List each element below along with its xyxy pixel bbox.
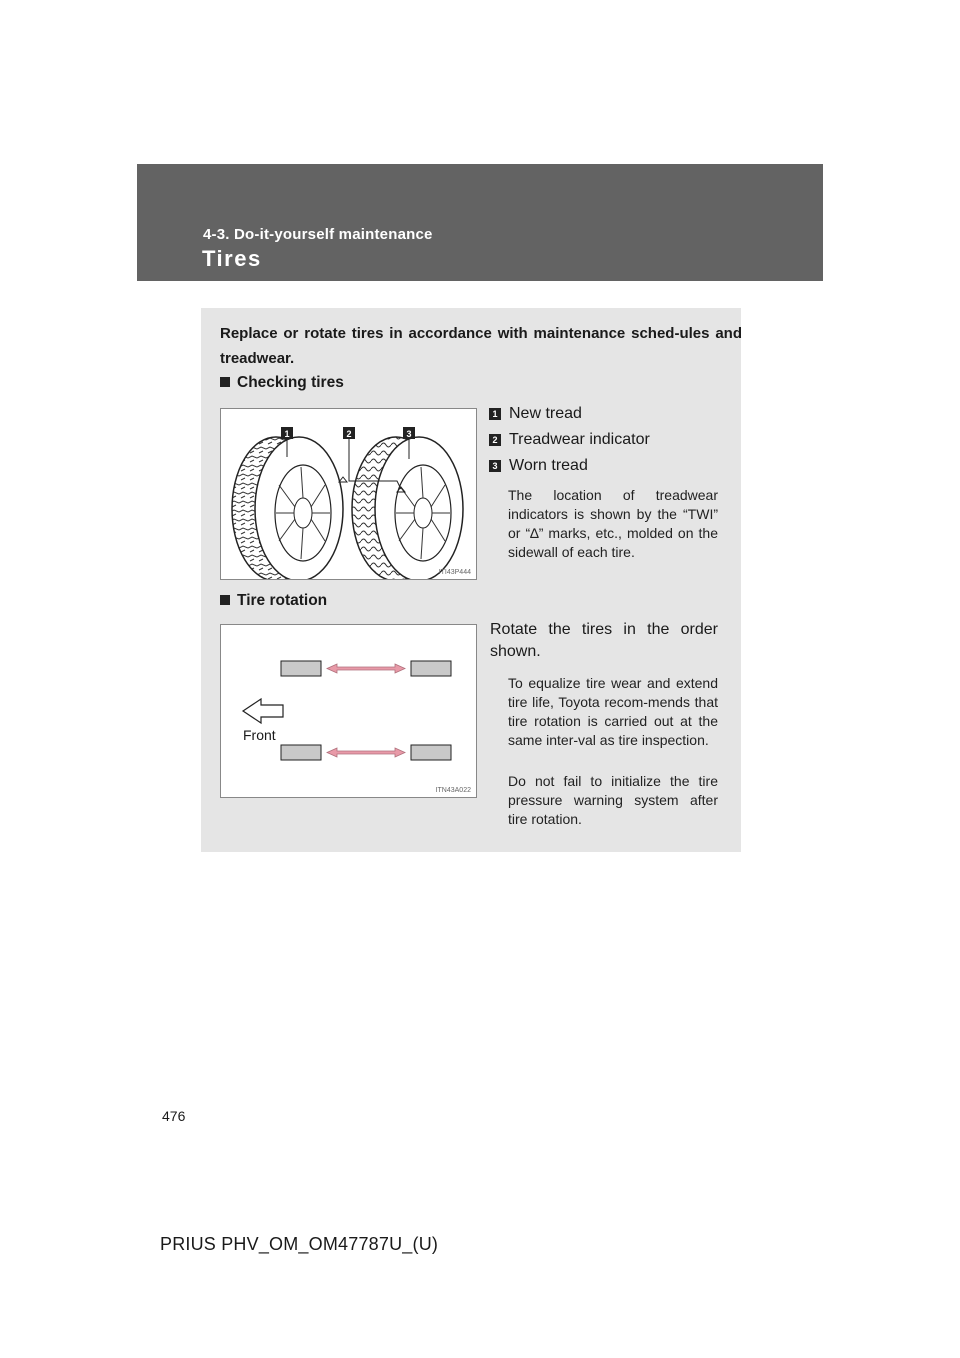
treadwear-note: The location of treadwear indicators is shown by the “TWI” or “∆” marks, etc., molded on the sidewall of each tire. [508,487,718,560]
svg-text:1: 1 [284,429,290,439]
section-label: 4-3. Do-it-yourself maintenance [203,226,433,243]
new-tread-tire [232,437,347,579]
figure-code: ITI43P444 [438,569,471,576]
rotation-diagram [221,625,476,797]
callout-new-tread: 1 New tread [489,404,582,424]
square-bullet-icon [220,595,230,605]
document-footer: PRIUS PHV_OM_OM47787U_(U) [160,1234,439,1254]
callout-number: 2 [489,434,501,446]
front-direction-arrow-icon [243,699,283,723]
svg-text:2: 2 [346,429,352,439]
swap-arrow-icon [327,664,405,757]
rotation-instruction: Rotate the tires in the order shown. [490,621,718,660]
checking-tires-heading: Checking tires [220,374,344,392]
tire-tread-illustration [221,409,476,579]
callout-treadwear-indicator: 2 Treadwear indicator [489,430,650,450]
tire-tread-figure [220,408,477,580]
square-bullet-icon [220,377,230,387]
rotation-note-2: Do not fail to initialize the tire pressure warning system after tire rotation. [508,773,718,827]
callout-number: 3 [489,460,501,472]
callout-number: 1 [489,408,501,420]
tire-rotation-figure [220,624,477,798]
worn-tread-tire [352,437,463,579]
page-title: Tires [202,246,262,271]
page-number: 476 [162,1108,186,1124]
figure-code: ITN43A022 [435,787,471,794]
rotation-note-1: To equalize tire wear and extend tire life, Toyota recom-mends that tire rotation is carried out at the same inter-val as tire inspection. [508,675,718,748]
intro-text: Replace or rotate tires in accordance with maintenance sched-ules and treadwear. [220,325,742,367]
content-panel [201,308,741,852]
tire-rotation-heading: Tire rotation [220,592,327,610]
callout-worn-tread: 3 Worn tread [489,456,588,476]
svg-text:3: 3 [406,429,412,439]
chapter-header [137,164,823,281]
front-label: Front [243,727,276,743]
